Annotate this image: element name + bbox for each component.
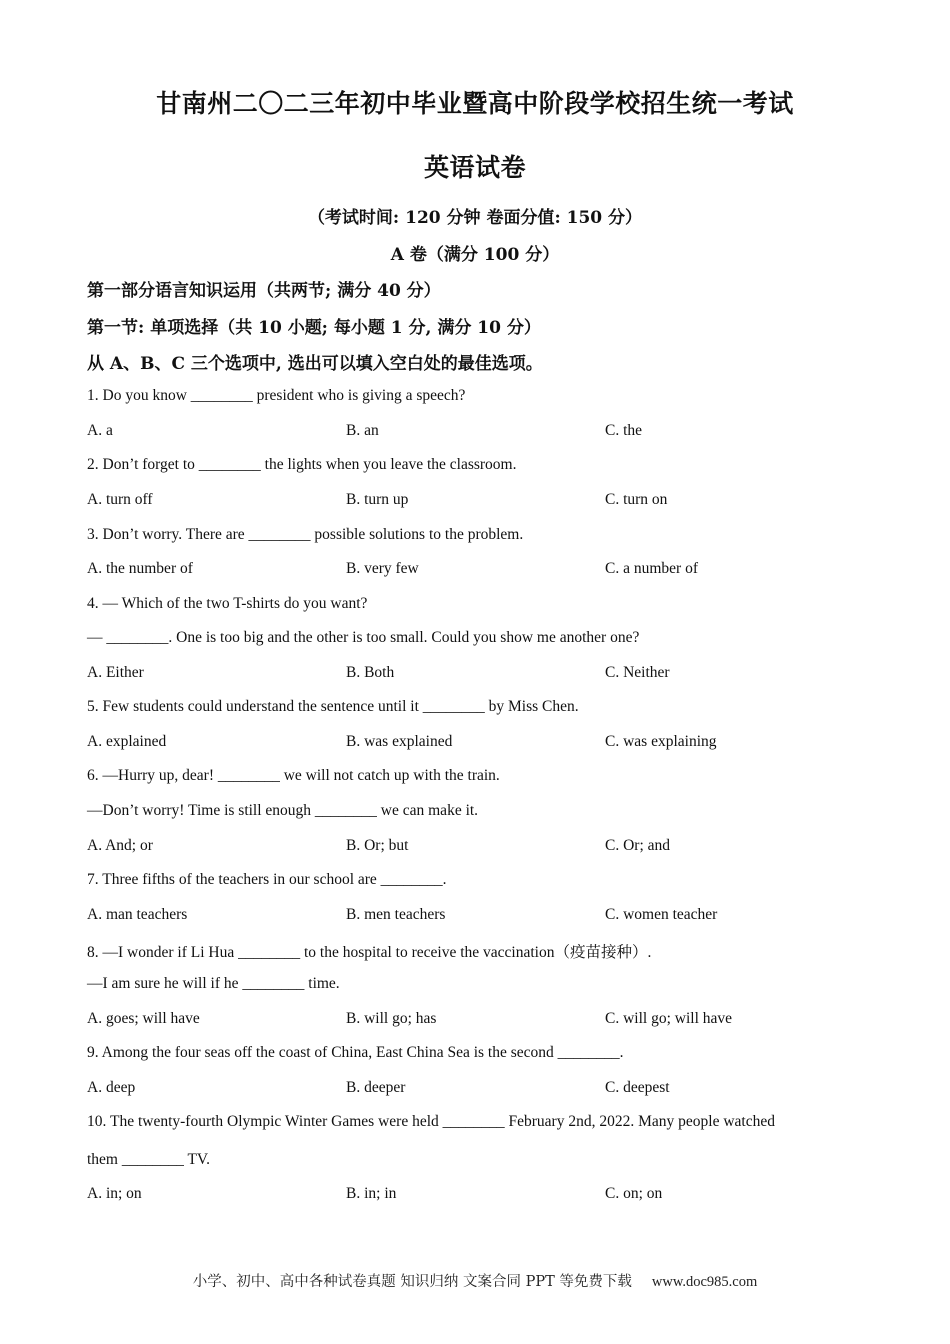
q2-option-c: C. turn on [605, 491, 668, 508]
section-title: 第一节: 单项选择（共 10 小题; 每小题 1 分, 满分 10 分） [87, 318, 541, 338]
question-6: 6. —Hurry up, dear! ________ we will not catch up with the train. [87, 767, 500, 784]
q8-option-b: B. will go; has [346, 1010, 437, 1027]
exam-info: （考试时间: 120 分钟 卷面分值: 150 分） [307, 208, 643, 228]
q4-option-a: A. Either [87, 664, 144, 681]
question-4-line-2: — ________. One is too big and the other is too small. Could you show me another one? [87, 629, 640, 646]
q5-option-a: A. explained [87, 733, 167, 750]
question-1: 1. Do you know ________ president who is giving a speech? [87, 387, 466, 404]
footer-text: 小学、初中、高中各种试卷真题 知识归纳 文案合同 PPT 等免费下载 [192, 1274, 632, 1290]
q8-option-c: C. will go; will have [605, 1010, 733, 1027]
q9-option-a: A. deep [87, 1079, 136, 1096]
question-5: 5. Few students could understand the sentence until it ________ by Miss Chen. [87, 698, 579, 715]
q1-option-b: B. an [346, 422, 379, 439]
q9-option-b: B. deeper [346, 1079, 406, 1096]
q8-option-a: A. goes; will have [87, 1010, 200, 1027]
q6-option-c: C. Or; and [605, 837, 671, 854]
q5-option-b: B. was explained [346, 733, 453, 750]
question-2: 2. Don’t forget to ________ the lights when you leave the classroom. [87, 456, 517, 473]
page-footer [0, 1270, 950, 1291]
q10-option-a: A. in; on [87, 1185, 142, 1202]
q6-option-b: B. Or; but [346, 837, 409, 854]
subject-title: 英语试卷 [423, 153, 526, 182]
section-instruction: 从 A、B、C 三个选项中, 选出可以填入空白处的最佳选项。 [87, 354, 543, 374]
question-9: 9. Among the four seas off the coast of China, East China Sea is the second ________. [87, 1044, 624, 1061]
question-10-line-2: them ________ TV. [87, 1151, 211, 1168]
q10-option-b: B. in; in [346, 1185, 397, 1202]
footer-url[interactable]: www.doc985.com [651, 1274, 758, 1290]
question-6-line-2: —Don’t worry! Time is still enough ________ we can make it. [87, 802, 479, 819]
q10-option-c: C. on; on [605, 1185, 663, 1202]
q1-option-a: A. a [87, 422, 113, 439]
q3-option-b: B. very few [346, 560, 419, 577]
exam-title: 甘南州二〇二三年初中毕业暨高中阶段学校招生统一考试 [156, 89, 794, 118]
q4-option-c: C. Neither [605, 664, 670, 681]
q9-option-c: C. deepest [605, 1079, 670, 1096]
question-10: 10. The twenty-fourth Olympic Winter Games were held ________ February 2nd, 2022. Many people watched [87, 1113, 775, 1130]
q3-option-c: C. a number of [605, 560, 698, 577]
q5-option-c: C. was explaining [605, 733, 717, 750]
q4-option-b: B. Both [346, 664, 395, 681]
question-8-line-2: —I am sure he will if he ________ time. [87, 975, 340, 992]
q3-option-a: A. the number of [87, 560, 193, 577]
q7-option-b: B. men teachers [346, 906, 446, 923]
question-4: 4. — Which of the two T-shirts do you want? [87, 595, 368, 612]
paper-label: A 卷（满分 100 分） [390, 245, 560, 265]
question-7: 7. Three fifths of the teachers in our school are ________. [87, 871, 447, 888]
q2-option-b: B. turn up [346, 491, 409, 508]
q7-option-c: C. women teacher [605, 906, 718, 923]
question-8: 8. —I wonder if Li Hua ________ to the hospital to receive the vaccination（疫苗接种）. [87, 944, 652, 961]
q6-option-a: A. And; or [87, 837, 153, 854]
question-3: 3. Don’t worry. There are ________ possible solutions to the problem. [87, 526, 524, 543]
q2-option-a: A. turn off [87, 491, 153, 508]
part-title: 第一部分语言知识运用（共两节; 满分 40 分） [87, 281, 441, 301]
q7-option-a: A. man teachers [87, 906, 188, 923]
q1-option-c: C. the [605, 422, 643, 439]
